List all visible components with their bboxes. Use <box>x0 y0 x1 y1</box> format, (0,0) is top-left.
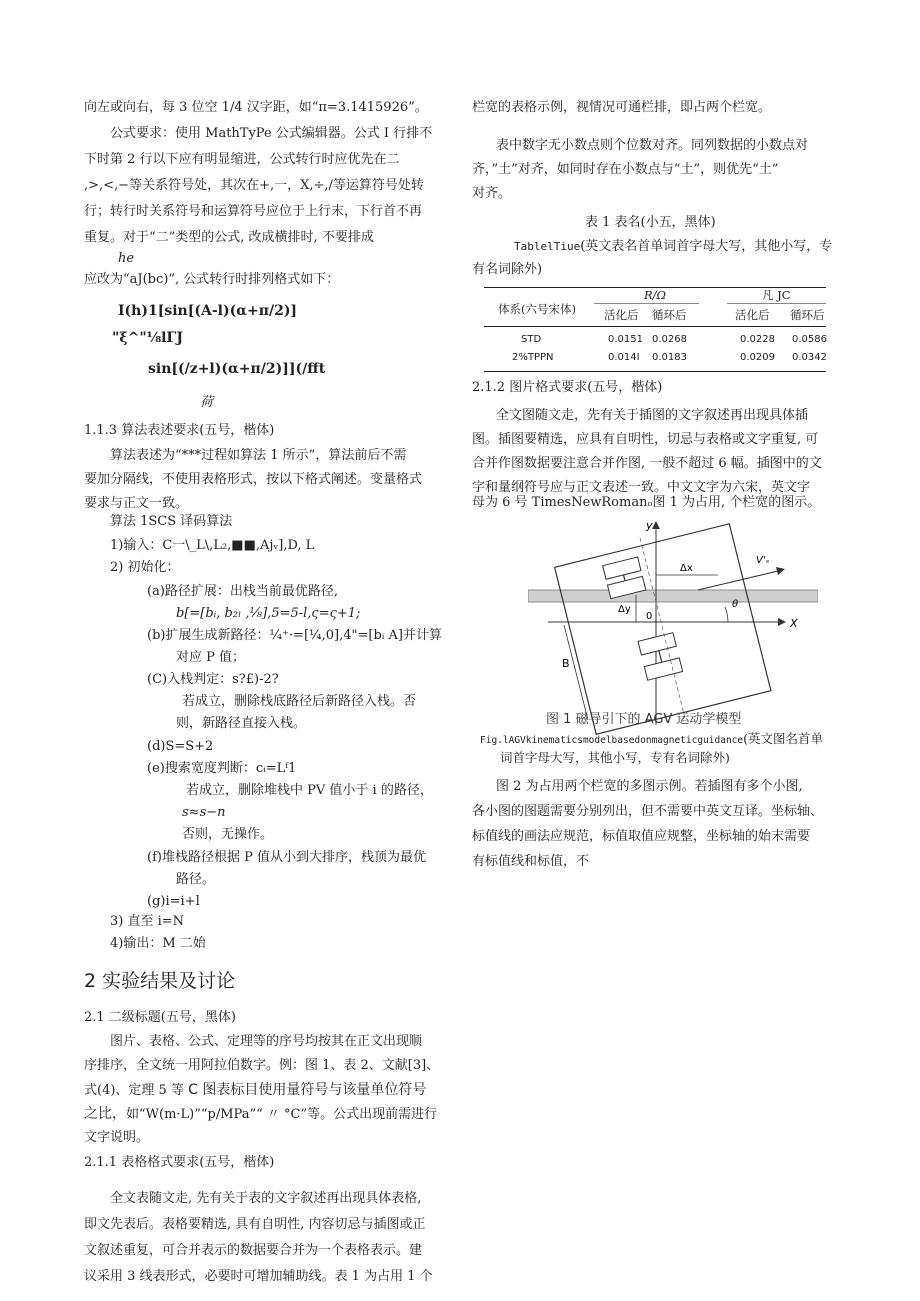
table-english-title <box>514 239 832 255</box>
figure-english-note-cont: 词首字母大写，其他小写，专有名词除外) <box>500 750 730 765</box>
x-axis-label: X <box>790 617 798 630</box>
figure-english-name: Fig.lAGVkinematicsmodelbasedonmagneticguidance <box>480 735 744 746</box>
origin-label: 0 <box>646 611 653 622</box>
table-group-header-1: R∕Ω <box>644 288 667 302</box>
figure-format-paragraph-line: 母为 6 号 TimesNewRomanₒ图 1 为占用, 个栏宽的图示。 <box>472 495 821 510</box>
formula-requirement-line: 公式要求：使用 MathTyPe 公式编辑器。公式 I 行排不 <box>110 126 433 141</box>
table-group-rule <box>594 303 699 304</box>
table-row-name: 2%TPPN <box>512 352 554 363</box>
formula-requirement-line: 下时第 2 行以下应有明显缩进，公式转行时应优先在二 <box>84 152 400 167</box>
algorithm-substep: 则，新路径直接入栈。 <box>176 716 307 731</box>
b-label: B <box>562 657 570 670</box>
algorithm-substep: 对应 P 值； <box>176 650 246 665</box>
formula-line-3: sin[(/z+l)(α+π/2)]](∕fft <box>148 361 326 377</box>
algorithm-substep: (d)S=S+2 <box>147 739 214 754</box>
algorithm-substep: (g)i=i+l <box>147 894 200 909</box>
algorithm-step-output: 4)输出：M 二始 <box>110 936 206 951</box>
table-english-name: TablelTiue <box>514 240 581 253</box>
table-sub-header: 活化后 <box>604 308 639 322</box>
x-axis-arrow <box>778 618 786 626</box>
formula-line-1: I(h)1[sin[(A-l)(α+π/2)] <box>118 303 298 319</box>
numbering-paragraph-line: 序排序，全文统一用阿拉伯数字。例：图 1、表 2、文献[3]、 <box>84 1058 440 1073</box>
front-wheel <box>603 557 641 579</box>
table-format-paragraph-line: 全文表随文走, 先有关于表的文字叙述再出现具体表格, <box>110 1191 422 1206</box>
table-sub-header: 循环后 <box>652 308 687 322</box>
table-header-rule <box>484 326 826 327</box>
table-cell: 0.0183 <box>652 352 687 363</box>
algorithm-title: 算法 1SCS 译码算法 <box>110 514 233 529</box>
algorithm-substep: 若成立，删除栈底路径后新路径入栈。否 <box>182 694 417 709</box>
algorithm-substep: 若成立，删除堆栈中 PV 值小于 i 的路径， <box>186 783 433 798</box>
table-cell: 0.0151 <box>608 334 643 345</box>
table-cell: 0.0228 <box>740 334 775 345</box>
figure-caption: 图 1 磁导引下的 AGV 运动学模型 <box>546 712 742 727</box>
table-format-paragraph-line: 即文先表后。表格要精选, 具有自明性, 内容切忌与插图或正 <box>84 1217 426 1232</box>
algorithm-step-until: 3) 直至 i=N <box>110 914 185 929</box>
algorithm-substep: (C)入栈判定：s?£)-2? <box>147 672 279 687</box>
numbering-paragraph-line: 文字说明。 <box>84 1130 150 1145</box>
formula-line-4: 荷 <box>200 395 214 410</box>
figure-format-paragraph-line: 合并作图数据要注意合并作图, 一般不超过 6 幅。插图中的文 <box>472 456 822 471</box>
multi-figure-paragraph-line: 各小图的图题需要分别列出，但不需要中英文互译。坐标轴、 <box>472 804 824 819</box>
velocity-arrow <box>776 567 785 575</box>
number-alignment-line: 齐，”土”对齐，如同时存在小数点与“土”，则优先“土” <box>472 162 779 177</box>
y-axis-arrow <box>652 521 660 529</box>
table-cell: 0.0342 <box>792 352 827 363</box>
section-heading-1-1-3: 1.1.3 算法表述要求(五号，楷体) <box>84 423 275 438</box>
numbering-text-large: C 图表标目使用量符号与该量单位符号 <box>188 1082 427 1098</box>
numbering-text: 式(4)、定理 5 等 <box>84 1083 189 1098</box>
figure-format-paragraph-line: 图。插图要精选，应具有自明性，切忌与表格或文字重复, 可 <box>472 432 819 447</box>
b-dimension <box>564 625 588 720</box>
table-row-name: STD <box>521 334 542 345</box>
table-group-rule <box>727 303 826 304</box>
formula-requirement-line: 重复。对于“二”类型的公式, 改成横排时, 不要排成 <box>84 230 374 245</box>
magnetic-tape <box>528 590 818 602</box>
algorithm-description-line: 算法表述为“***过程如算法 1 所示”，算法前后不需 <box>110 448 407 463</box>
algorithm-description-line: 要加分隔线，不使用表格形式，按以下格式阐述。变量格式 <box>84 472 423 487</box>
agv-kinematics-figure <box>528 515 818 735</box>
figure-format-paragraph-line: 字和量纲符号应与正文表述一致。中文文字为六宋，英文字 <box>472 480 811 495</box>
number-alignment-line: 对齐。 <box>472 186 512 201</box>
table-cell: 0.0209 <box>740 352 775 363</box>
rear-axle <box>659 651 662 663</box>
table-sub-header: 活化后 <box>735 308 770 322</box>
formula-requirement-line: 应改为“aJ(bc)”, 公式转行时排列格式如下： <box>84 272 340 287</box>
figure-format-paragraph-line: 全文图随文走，先有关于插图的文字叙述再出现具体插 <box>496 408 809 423</box>
section-heading-2-1: 2.1 二级标题(五号，黑体) <box>84 1010 236 1025</box>
numbering-text: 如“W(m·L)”“p/MPa”“ 〃 °C”等。公式出现前需进行 <box>126 1107 438 1122</box>
section-heading-2-1-1: 2.1.1 表格格式要求(五号，楷体) <box>84 1155 275 1170</box>
multi-figure-paragraph-line: 标值线的画法应规范，标值取值应规整，坐标轴的始末需要 <box>472 829 811 844</box>
formula-line-2: "ξ^"⅛lΓJ <box>112 330 183 346</box>
heading-experiment-results: 2 实验结果及讨论 <box>84 970 236 992</box>
velocity-vector <box>698 571 778 590</box>
algorithm-step-init: 2) 初始化： <box>110 560 180 575</box>
table-row-header: 体系(六号宋体) <box>498 302 576 316</box>
table-group-header-2: 凡 JC <box>762 288 791 302</box>
table-cell: 0.0586 <box>792 334 827 345</box>
algorithm-description-line: 要求与正文一致。 <box>84 496 189 511</box>
right-paragraph-line: 栏宽的表格示例，视情况可通栏排，即占两个栏宽。 <box>472 100 772 115</box>
figure-english-caption <box>480 731 823 748</box>
left-paragraph-intro: 向左或向右，每 3 位空 1/4 汉字距，如“π=3.1415926”。 <box>84 100 428 115</box>
table-cell: 0.0268 <box>652 334 687 345</box>
numbering-text-large: 之比， <box>84 1106 126 1122</box>
algorithm-substep: s≈s−n <box>182 805 226 820</box>
table-bottom-rule <box>484 371 826 372</box>
algorithm-substep: b[=[bᵢ, b₂ₗ ,⅛],5=5-l,ς=ς+1; <box>176 606 361 621</box>
table-english-note: (英文表名首单词首字母大写，其他小写，专 <box>580 239 833 254</box>
dy-label: Δy <box>618 604 631 615</box>
formula-he-fragment: he <box>118 251 135 266</box>
multi-figure-paragraph-line: 图 2 为占用两个栏宽的多图示例。若插图有多个小图, <box>496 779 803 794</box>
front-axle <box>624 575 625 581</box>
numbering-paragraph-line <box>84 1106 437 1123</box>
algorithm-step-input: 1)输入：C一\_L\,L₂,■■,Ajᵥ],D, L <box>110 538 315 553</box>
numbering-paragraph-line: 图片、表格、公式、定理等的序号均按其在正文出现顺 <box>110 1034 423 1049</box>
numbering-paragraph-line <box>84 1082 426 1099</box>
formula-requirement-line: 行；转行时关系符号和运算符号应位于上行末，下行首不再 <box>84 204 423 219</box>
table-sub-header: 循环后 <box>790 308 825 322</box>
algorithm-substep: (b)扩展生成新路径：¼⁺·=[¼,0],4"=[bᵢ A]并计算 <box>147 628 442 643</box>
algorithm-substep: (f)堆栈路径根据 P 值从小到大排序，栈顶为最优 <box>147 850 426 865</box>
formula-requirement-line: ,>,<,−等关系符号处，其次在+,一，X,÷,/等运算符号处转 <box>84 178 424 193</box>
algorithm-substep: 路径。 <box>176 872 216 887</box>
theta-arc <box>725 607 728 622</box>
body-center-line <box>640 538 685 718</box>
algorithm-substep: 否则，无操作。 <box>182 827 274 842</box>
dx-label: Δx <box>680 563 693 574</box>
multi-figure-paragraph-line: 有标值线和标值，不 <box>472 854 590 869</box>
velocity-label: V'ₛ <box>756 555 770 566</box>
table-format-paragraph-line: 文叙述重复，可合并表示的数据要合并为一个表格表示。建 <box>84 1243 423 1258</box>
figure-english-note: (英文图名首单 <box>743 731 823 746</box>
algorithm-substep: (e)搜索宽度判断：cᵢ=Lᶠ1 <box>147 761 297 776</box>
table-cell: 0.014I <box>608 352 640 363</box>
table-english-note-cont: 有名词除外) <box>472 262 543 277</box>
section-heading-2-1-2: 2.1.2 图片格式要求(五号，楷体) <box>472 380 663 395</box>
agv-body-group <box>553 516 772 735</box>
rear-wheel <box>644 658 682 680</box>
algorithm-substep: (a)路径扩展：出栈当前最优路径, <box>147 584 339 599</box>
table-format-paragraph-line: 议采用 3 线表形式，必要时可增加辅助线。表 1 为占用 1 个 <box>84 1269 433 1284</box>
number-alignment-line: 表中数字无小数点则个位数对齐。同列数据的小数点对 <box>496 138 809 153</box>
y-axis-label: y <box>646 519 653 532</box>
rear-wheel <box>638 633 676 655</box>
table-title: 表 1 表名(小五，黑体) <box>585 215 716 230</box>
theta-label: θ <box>732 599 739 610</box>
